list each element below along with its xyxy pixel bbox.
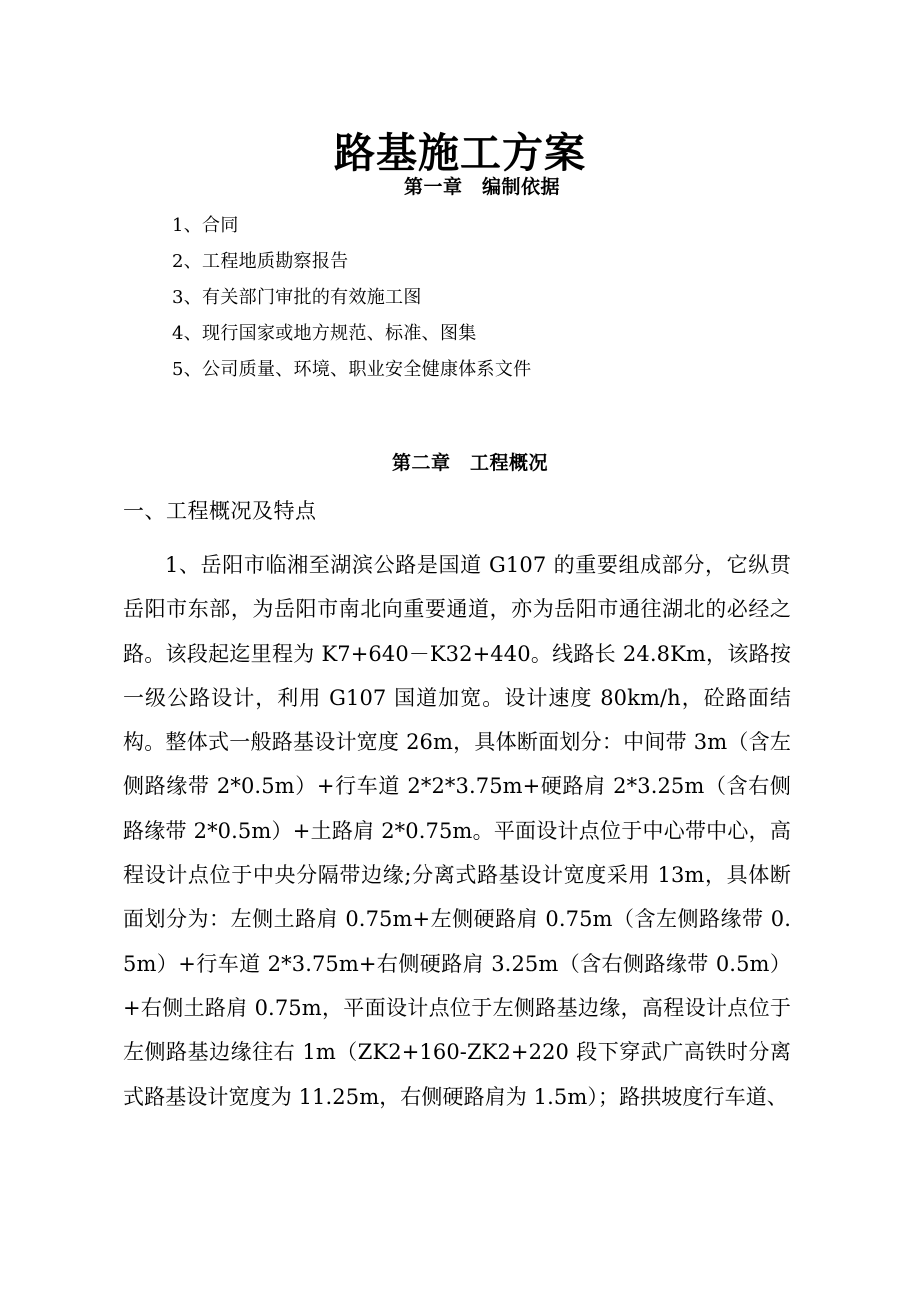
paragraph-project-overview: 1、岳阳市临湘至湖滨公路是国道 G107 的重要组成部分，它纵贯岳阳市东部，为岳阳市南北向重要通道，亦为岳阳市通往湖北的必经之路。该段起迄里程为 K7+640－K32+440。线路长 24.8Km，该路按一级公路设计，利用 G107 国道加宽。设计速度 80km/h，砼路面结构。整体式一般路基设计宽度 26m，具体断面划分：中间带 3m（含左侧路缘带 2*0.5m）+行车道 2*2*3.75m+硬路肩 2*3.25m（含右侧路缘带 2*0.5m）+土路肩 2*0.75m。平面设计点位于中心带中心，高程设计点位于中央分隔带边缘;分离式路基设计宽度采用 13m，具体断面划分为：左侧土路肩 0.75m+左侧硬路肩 0.75m（含左侧路缘带 0.5m）+行车道 2*3.75m+右侧硬路肩 3.25m（含右侧路缘带 0.5m）+右侧土路肩 0.75m，平面设计点位于左侧路基边缘，高程设计点位于左侧路基边缘往右 1m（ZK2+160-ZK2+220 段下穿武广高铁时分离式路基设计宽度为 11.25m，右侧硬路肩为 1.5m）；路拱坡度行车道、 xyxy=(123,553,791,1109)
list-item: 2、工程地质勘察报告 xyxy=(172,251,349,272)
list-item: 4、现行国家或地方规范、标准、图集 xyxy=(172,323,477,344)
list-item: 1、合同 xyxy=(172,215,239,236)
list-item: 3、有关部门审批的有效施工图 xyxy=(172,287,422,308)
chapter-two-heading: 第二章 工程概况 xyxy=(391,452,548,474)
basis-list xyxy=(172,208,812,388)
list-item: 5、公司质量、环境、职业安全健康体系文件 xyxy=(172,359,532,380)
document-title: 路基施工方案 xyxy=(334,129,586,178)
chapter-one-heading: 第一章 编制依据 xyxy=(403,176,560,198)
body-text-block xyxy=(123,543,791,1119)
section-heading-overview: 一、工程概况及特点 xyxy=(123,499,317,523)
